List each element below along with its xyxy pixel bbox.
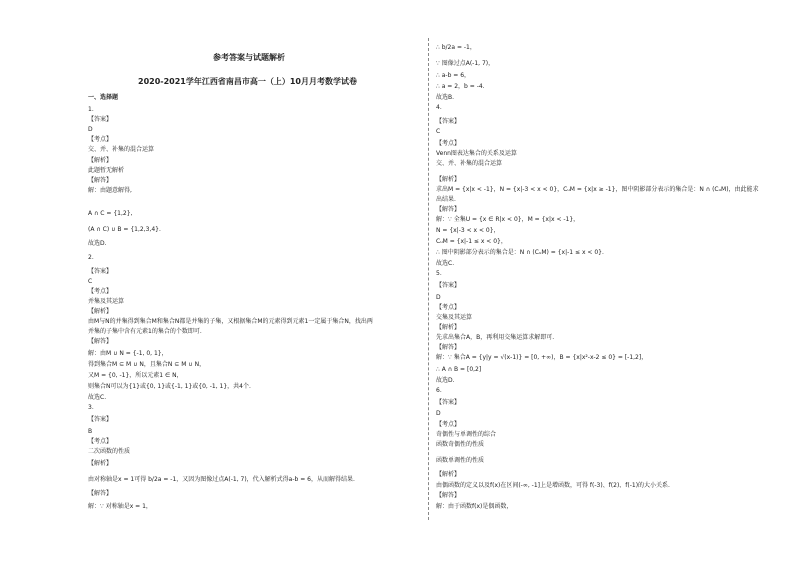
left-text-line: 由M与N的并集得到集合M和集合N都是并集的子集，又根据集合M的元素得到元素1一定属于集合N，找出两 xyxy=(88,318,373,325)
left-text-line: 【解析】 xyxy=(88,460,113,467)
right-text-line: 【解答】 xyxy=(436,344,461,351)
column-divider xyxy=(428,38,429,520)
left-text-line: 【考点】 xyxy=(88,438,113,445)
left-text-line: 则集合N可以为{1}或{0, 1}或{-1, 1}或{0, -1, 1}，共4个. xyxy=(88,383,251,390)
right-text-line: 故选D. xyxy=(436,377,455,384)
right-text-line: 解：由于函数f(x)是偶函数， xyxy=(436,503,513,510)
right-text-line: 奇偶性与单调性的综合 xyxy=(436,431,497,438)
left-text-line: D xyxy=(88,126,93,133)
right-text-line: 【解答】 xyxy=(436,206,461,213)
left-text-line: 【解答】 xyxy=(88,177,113,184)
right-text-line: 由偶函数的定义以及f(x)在区间(-∞, -1]上是增函数，可得 f(-3)、f(2)、f(-1)的大小关系. xyxy=(436,482,670,489)
document-subtitle: 2020-2021学年江西省南昌市高一（上）10月月考数学试卷 xyxy=(138,77,357,86)
right-text-line: 出结果. xyxy=(436,196,456,203)
left-text-line: 解：∵ 对称轴是x = 1， xyxy=(88,503,152,510)
left-text-line: 二次函数的性质 xyxy=(88,448,131,455)
right-text-line: 【答案】 xyxy=(436,118,461,125)
left-text-line: 【解答】 xyxy=(88,490,113,497)
left-text-line: 2. xyxy=(88,254,94,261)
right-text-line: 【解析】 xyxy=(436,176,461,183)
right-text-line: ∴ a-b = 6， xyxy=(436,72,471,79)
left-text-line: 1. xyxy=(88,106,94,113)
right-text-line: 函数奇偶性的性质 xyxy=(436,441,485,448)
right-text-line: 先求出集合A，B，再利用交集运算求解即可. xyxy=(436,334,555,341)
right-text-line: 【解析】 xyxy=(436,324,461,331)
document-title: 参考答案与试题解析 xyxy=(213,53,285,62)
right-text-line: 函数单调性的性质 xyxy=(436,457,485,464)
left-text-line: 又M = {0, -1}，所以元素1 ∈ N， xyxy=(88,372,183,379)
right-text-line: 故选C. xyxy=(436,260,455,267)
left-text-line: 解：由题意解得, xyxy=(88,187,132,194)
right-text-line: 【解答】 xyxy=(436,492,461,499)
right-text-line: 【答案】 xyxy=(436,282,461,289)
right-text-line: 解：∵ 全集U = {x ∈ R|x < 0}，M = {x|x < -1}， xyxy=(436,216,580,223)
right-text-line: ∴ b/2a = -1， xyxy=(436,44,476,51)
right-text-line: 求出M = {x|x < -1}，N = {x|-3 < x < 0}，CᵤM = {x|x ≥ -1}，图中阴影部分表示的集合是：N ∩ (CᵤM)，由此能求 xyxy=(436,186,759,193)
left-text-line: 并集的子集中含有元素1的集合的个数即可. xyxy=(88,328,202,335)
right-text-line: 【答案】 xyxy=(436,399,461,406)
right-text-line: 【考点】 xyxy=(436,421,461,428)
right-text-line: ∴ 图中阴影部分表示的集合是：N ∩ (CᵤM) = {x|-1 ≤ x < 0}. xyxy=(436,249,604,256)
right-text-line: D xyxy=(436,294,441,301)
left-text-line: A ∩ C = {1,2}, xyxy=(88,210,133,217)
right-text-line: ∴ A ∩ B = [0,2] xyxy=(436,366,482,373)
left-text-line: 【答案】 xyxy=(88,116,113,123)
right-text-line: ∵ 图像过点A(-1, 7)， xyxy=(436,60,495,67)
right-text-line: ∴ a = 2，b = -4. xyxy=(436,83,485,90)
right-text-line: 解：∵ 集合A = {y|y = √(x-1)} = [0, +∞)，B = {x|x²-x-2 ≤ 0} = [-1,2]， xyxy=(436,354,648,361)
right-text-line: C xyxy=(436,128,441,135)
left-text-line: 【解答】 xyxy=(88,338,113,345)
right-text-line: CᵤM = {x|-1 ≤ x < 0}， xyxy=(436,238,507,245)
left-text-line: 【考点】 xyxy=(88,288,113,295)
left-text-line: 由对称轴是x = 1可得 b/2a = -1，又因为图像过点A(-1, 7)，代入解析式得a-b = 6，从而解得结果. xyxy=(88,476,355,483)
left-text-line: 交、并、补集的混合运算 xyxy=(88,146,155,153)
left-text-line: 3. xyxy=(88,404,94,411)
left-text-line: 故选C. xyxy=(88,394,107,401)
left-text-line: 得到集合M ⊆ M ∪ N，且集合N ⊆ M ∪ N， xyxy=(88,361,206,368)
right-text-line: D xyxy=(436,410,441,417)
right-text-line: 【解析】 xyxy=(436,471,461,478)
left-text-line: 故选D. xyxy=(88,240,107,247)
left-text-line: 一、选择题 xyxy=(88,94,119,101)
left-text-line: 【答案】 xyxy=(88,416,113,423)
right-text-line: 交集及其运算 xyxy=(436,314,473,321)
right-text-line: 故选B. xyxy=(436,94,455,101)
left-text-line: 【答案】 xyxy=(88,268,113,275)
left-text-line: 【解析】 xyxy=(88,157,113,164)
left-text-line: 解：由M ∪ N = {-1, 0, 1}， xyxy=(88,350,168,357)
left-text-line: (A ∩ C) ∪ B = {1,2,3,4}. xyxy=(88,226,161,233)
left-text-line: B xyxy=(88,428,93,435)
right-text-line: 5. xyxy=(436,270,442,277)
right-text-line: 6. xyxy=(436,387,442,394)
right-text-line: 【考点】 xyxy=(436,304,461,311)
right-text-line: 交、并、补集的混合运算 xyxy=(436,160,503,167)
left-text-line: C xyxy=(88,278,93,285)
right-text-line: N = {x|-3 < x < 0}， xyxy=(436,227,500,234)
right-text-line: 【考点】 xyxy=(436,140,461,147)
right-text-line: Venn图表达集合的关系及运算 xyxy=(436,150,517,157)
left-text-line: 【解析】 xyxy=(88,308,113,315)
left-text-line: 并集及其运算 xyxy=(88,298,125,305)
left-text-line: 【考点】 xyxy=(88,136,113,143)
right-text-line: 4. xyxy=(436,104,442,111)
left-text-line: 此题暂无解析 xyxy=(88,167,125,174)
